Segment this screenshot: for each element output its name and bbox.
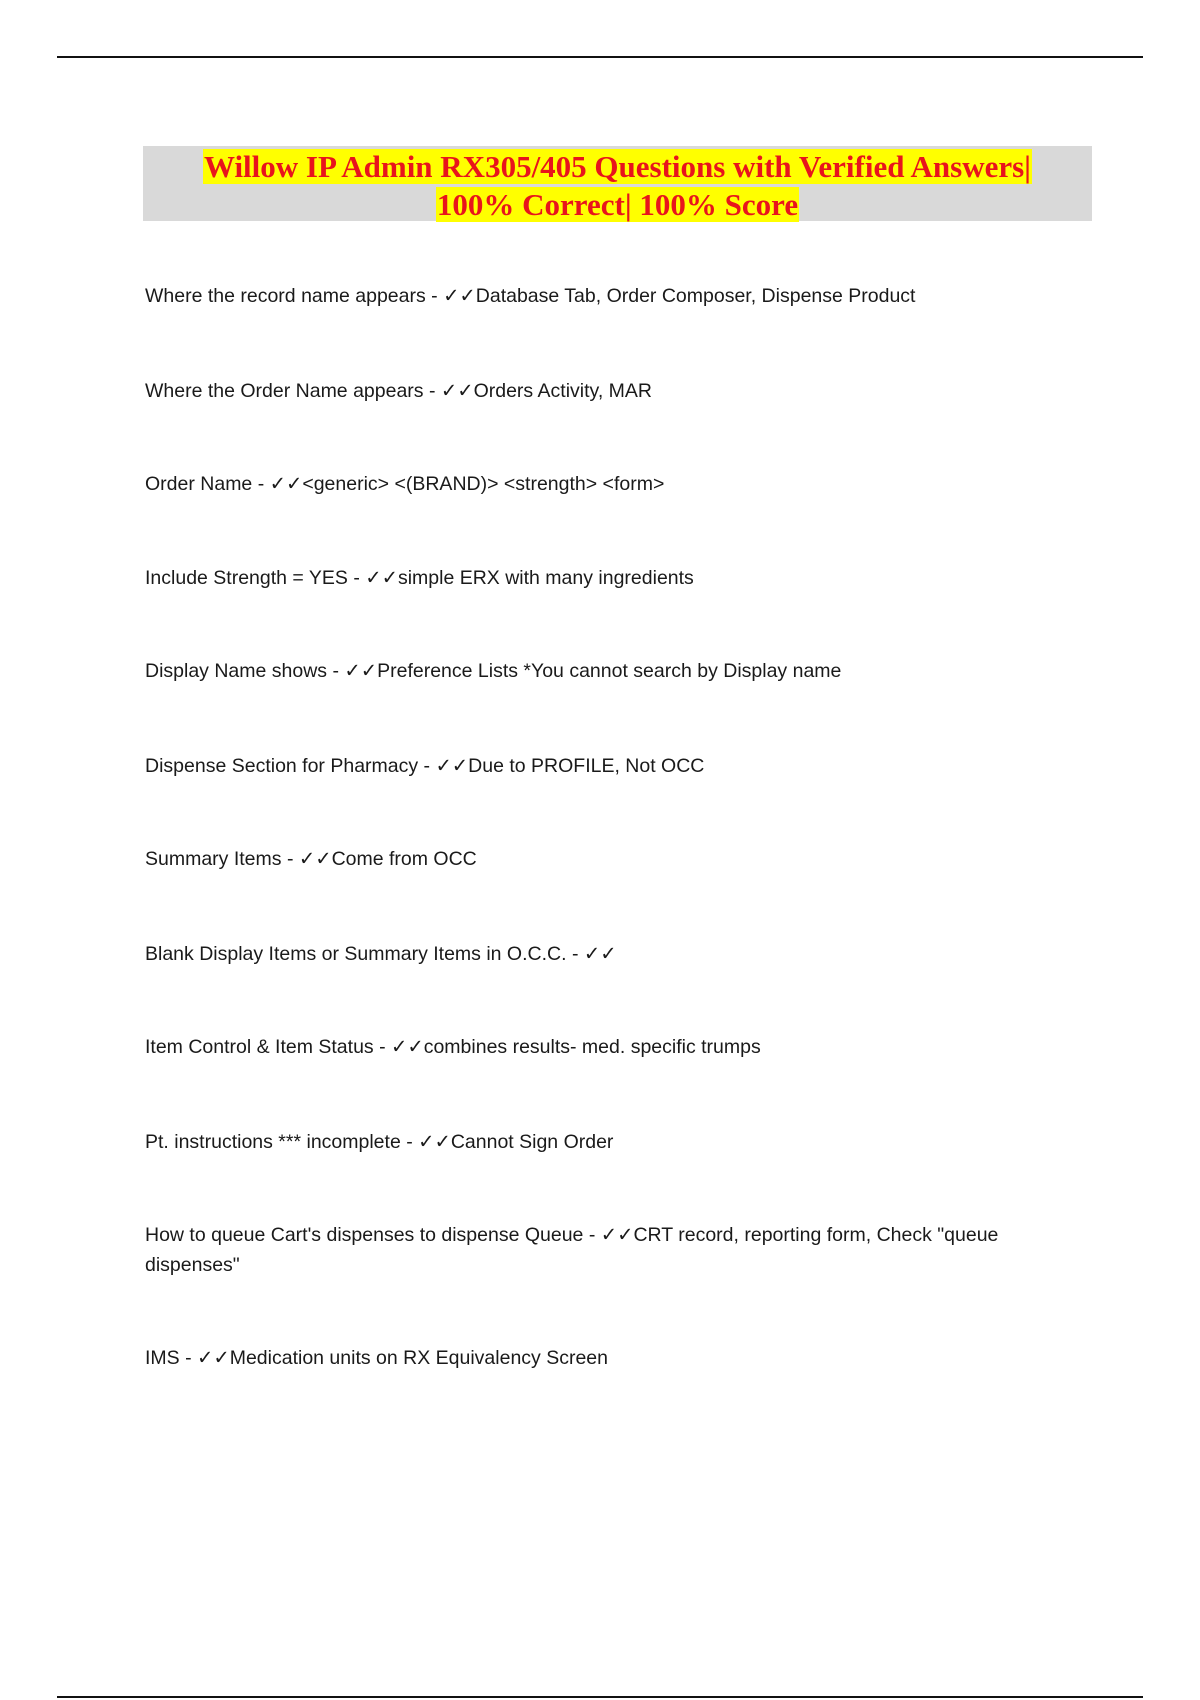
- answer-text: Come from OCC: [331, 848, 477, 870]
- qa-item: [145, 1220, 1045, 1280]
- separator: -: [423, 380, 441, 402]
- answer-text: Due to PROFILE, Not OCC: [468, 755, 705, 777]
- separator: -: [583, 1224, 601, 1246]
- check-marks-icon: ✓✓: [583, 943, 617, 965]
- separator: -: [566, 943, 584, 965]
- separator: -: [252, 473, 270, 495]
- title-line-2: 100% Correct| 100% Score: [436, 187, 799, 222]
- qa-item: [145, 469, 1045, 499]
- qa-item: [145, 656, 1045, 686]
- separator: -: [281, 848, 299, 870]
- question-text: Dispense Section for Pharmacy: [145, 755, 419, 777]
- check-marks-icon: ✓✓: [197, 1347, 230, 1369]
- check-marks-icon: ✓✓: [440, 380, 474, 402]
- answer-text: CRT record, reporting form, Check "queue dispenses": [145, 1224, 999, 1276]
- qa-item: [145, 1343, 1045, 1373]
- qa-item: [145, 376, 1045, 406]
- qa-item: [145, 751, 1045, 781]
- answer-text: Database Tab, Order Composer, Dispense Product: [475, 285, 916, 307]
- check-marks-icon: ✓✓: [298, 848, 332, 870]
- check-marks-icon: ✓✓: [269, 473, 303, 495]
- qa-item: [145, 563, 1045, 593]
- question-text: Include Strength = YES: [145, 567, 348, 589]
- answer-text: <generic> <(BRAND)> <strength> <form>: [302, 473, 665, 495]
- footer-rule: [57, 1696, 1143, 1698]
- check-marks-icon: ✓✓: [391, 1036, 424, 1058]
- question-text: Pt. instructions *** incomplete: [145, 1131, 401, 1153]
- answer-text: combines results- med. specific trumps: [423, 1036, 761, 1058]
- qa-item: [145, 939, 1045, 969]
- separator: -: [425, 285, 444, 307]
- question-text: IMS: [145, 1347, 180, 1369]
- separator: -: [327, 660, 345, 682]
- check-marks-icon: ✓✓: [418, 1131, 451, 1153]
- separator: -: [400, 1131, 419, 1153]
- qa-item: [145, 281, 1045, 311]
- question-text: How to queue Cart's dispenses to dispense Queue: [145, 1224, 584, 1246]
- question-text: Item Control & Item Status: [145, 1036, 374, 1058]
- qa-item: [145, 844, 1045, 874]
- question-text: Order Name: [145, 473, 253, 495]
- answer-text: simple ERX with many ingredients: [397, 567, 694, 589]
- question-text: Summary Items: [145, 848, 282, 870]
- separator: -: [418, 755, 436, 777]
- answer-text: Medication units on RX Equivalency Screen: [229, 1347, 608, 1369]
- answer-text: Preference Lists *You cannot search by Display name: [377, 660, 842, 682]
- question-text: Where the Order Name appears: [145, 380, 424, 402]
- separator: -: [179, 1347, 198, 1369]
- question-text: Where the record name appears: [145, 285, 426, 307]
- qa-item: [145, 1127, 1045, 1157]
- title-line-1: Willow IP Admin RX305/405 Questions with Verified Answers|: [204, 149, 1031, 184]
- document-title: [143, 146, 1092, 221]
- check-marks-icon: ✓✓: [435, 755, 469, 777]
- check-marks-icon: ✓✓: [365, 567, 398, 589]
- separator: -: [373, 1036, 392, 1058]
- check-marks-icon: ✓✓: [443, 285, 476, 307]
- question-text: Display Name shows: [145, 660, 328, 682]
- header-rule: [57, 56, 1143, 58]
- question-text: Blank Display Items or Summary Items in O.C.C.: [145, 943, 567, 965]
- check-marks-icon: ✓✓: [344, 660, 378, 682]
- answer-text: Cannot Sign Order: [450, 1131, 614, 1153]
- check-marks-icon: ✓✓: [600, 1224, 634, 1246]
- answer-text: Orders Activity, MAR: [473, 380, 652, 402]
- separator: -: [347, 567, 366, 589]
- qa-item: [145, 1032, 1045, 1062]
